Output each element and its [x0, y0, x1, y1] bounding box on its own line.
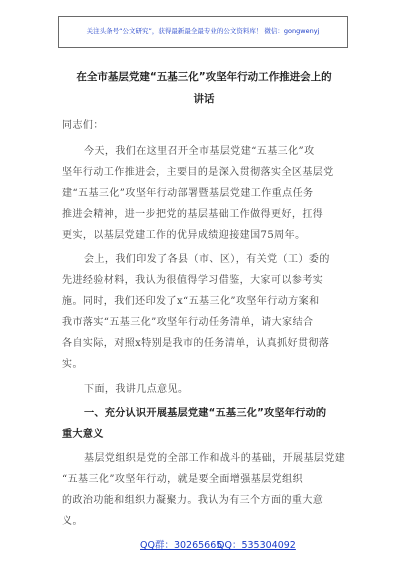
footer-qq-group: QQ群：30265665	[140, 540, 223, 551]
paragraph-line: 各自实际，对照x特别是我市的任务清单，认真抓好贯彻落	[62, 338, 330, 349]
paragraph-line: 的政治功能和组织力凝聚力。我认为有三个方面的重大意	[62, 495, 324, 506]
paragraph-line: 建“五基三化”攻坚年行动部署暨基层党建工作重点任务	[62, 188, 314, 199]
paragraph-line: 基层党组织是党的全部工作和战斗的基础，开展基层党建	[84, 453, 346, 464]
header-banner-text: 关注头条号“公文研究”，获得最新最全最专业的公文资料库！ 微信：gongwenyj	[86, 27, 320, 35]
paragraph-line: 义。	[62, 516, 83, 527]
paragraph-line: “五基三化”攻坚年行动，就是要全面增强基层党组织	[62, 474, 304, 485]
paragraph-line: 推进会精神，进一步把党的基层基础工作做得更好，扛得	[62, 209, 324, 220]
paragraph-line: 今天，我们在这里召开全市基层党建“五基三化”攻	[84, 146, 315, 157]
paragraph-line: 先进经验材料，我认为很值得学习借鉴，大家可以参考实	[62, 275, 324, 286]
footer-qq-contact: QQ：535304092	[217, 540, 296, 551]
paragraph-line: 下面，我讲几点意见。	[84, 384, 189, 395]
paragraph-line: 施。同时，我们还印发了x“五基三化”攻坚年行动方案和	[62, 296, 320, 307]
paragraph-line: 更实，以基层党建工作的优异成绩迎接建国75周年。	[62, 230, 306, 241]
document-title-line-2: 讲话	[193, 93, 215, 105]
salutation: 同志们：	[62, 120, 104, 131]
paragraph-line: 实。	[62, 359, 83, 370]
section-heading-line-1: 一、充分认识开展基层党建“五基三化”攻坚年行动的	[84, 408, 327, 419]
paragraph-line: 坚年行动工作推进会，主要目的是深入贯彻落实全区基层党	[62, 167, 334, 178]
header-banner-box	[58, 16, 348, 48]
paragraph-line: 会上，我们印发了各县（市、区），有关党（工）委的	[84, 254, 330, 265]
document-title-line-1: 在全市基层党建“五基三化”攻坚年行动工作推进会上的	[76, 71, 332, 83]
section-heading-line-2: 重大意义	[62, 429, 104, 440]
paragraph-line: 我市落实“五基三化”攻坚年行动任务清单，请大家结合	[62, 317, 314, 328]
